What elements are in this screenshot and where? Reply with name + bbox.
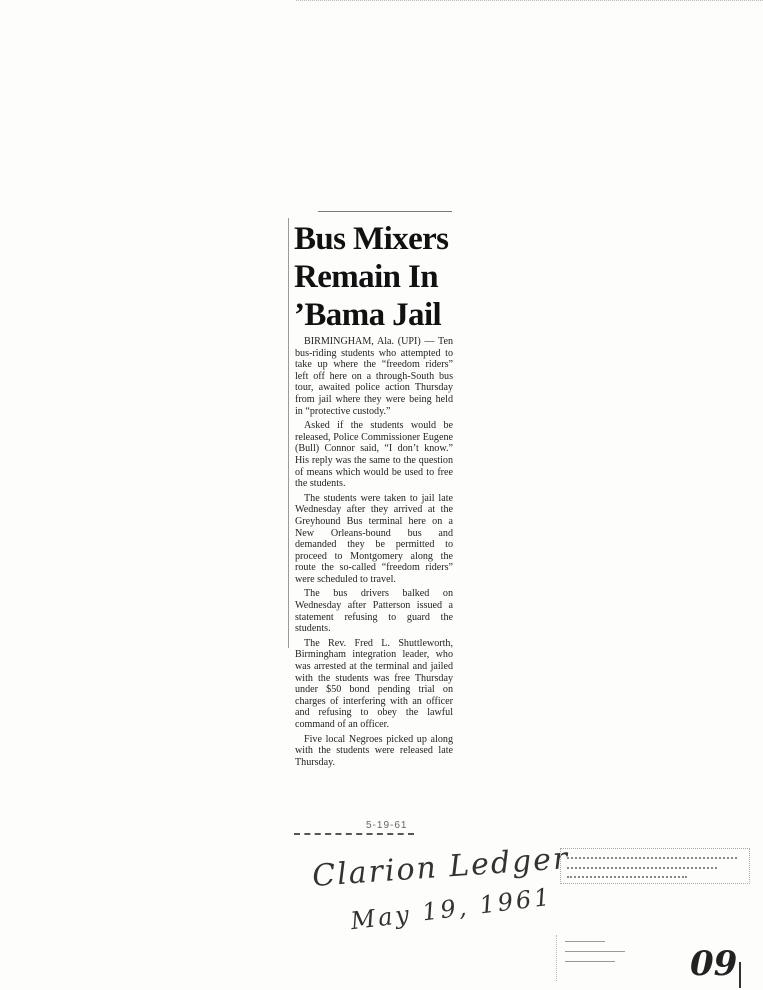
clipping-bottom-rule: [294, 833, 414, 835]
scan-top-border: [296, 0, 763, 3]
stamp-line: [567, 857, 737, 859]
faint-stamp: [560, 848, 750, 884]
article-paragraph-6: Five local Negroes picked up along with the students were released late Thursday.: [295, 733, 453, 768]
scan-mark: [565, 961, 615, 962]
handwritten-source: Clarion Ledger: [311, 841, 571, 894]
page-number: 09: [690, 944, 738, 984]
article-paragraph-3: The students were taken to jail late Wednesday after they arrived at the Greyhound Bus terminal here on a New Orleans-bound bus and demanded they be permitted to proceed to Montgomery along the route the so-called “freedom riders” were scheduled to travel.: [295, 492, 453, 585]
article-paragraph-4: The bus drivers balked on Wednesday after Patterson issued a statement refusing to guard the students.: [295, 588, 453, 635]
clipping-date: 5-19-61: [366, 820, 408, 831]
stamp-line: [567, 876, 687, 878]
clipping-top-rule: [318, 211, 452, 212]
page-number-bar: [739, 962, 741, 988]
headline-line-1: Bus Mixers: [294, 221, 449, 257]
headline-line-3: ’Bama Jail: [294, 297, 442, 333]
scan-mark: [565, 951, 625, 952]
article-headline: [294, 220, 456, 334]
headline-line-2: Remain In: [294, 259, 439, 295]
handwritten-date: May 19, 1961: [349, 882, 554, 936]
stamp-line: [567, 867, 717, 869]
clipping-left-edge: [288, 218, 289, 648]
article-paragraph-1: BIRMINGHAM, Ala. (UPI) — Ten bus-riding students who attempted to take up where the “freedom riders” left off here on a through-South bus tour, awaited police action Thursday from jail where they were being held in “protective custody.”: [295, 336, 453, 417]
article-paragraph-5: The Rev. Fred L. Shuttleworth, Birmingham integration leader, who was arrested at the terminal and jailed with the students was free Thursday under $50 bond pending trial on charges of interfering with an officer and refusing to obey the lawful command of an officer.: [295, 637, 453, 730]
faint-archive-marks: [556, 935, 687, 981]
article-body: [295, 336, 453, 771]
newspaper-clipping: [286, 208, 458, 838]
article-paragraph-2: Asked if the students would be released, Police Commissioner Eugene (Bull) Connor said, “I don’t know.” His reply was the same to the question of means which would be used to free the students.: [295, 420, 453, 490]
scan-mark: [565, 941, 605, 942]
